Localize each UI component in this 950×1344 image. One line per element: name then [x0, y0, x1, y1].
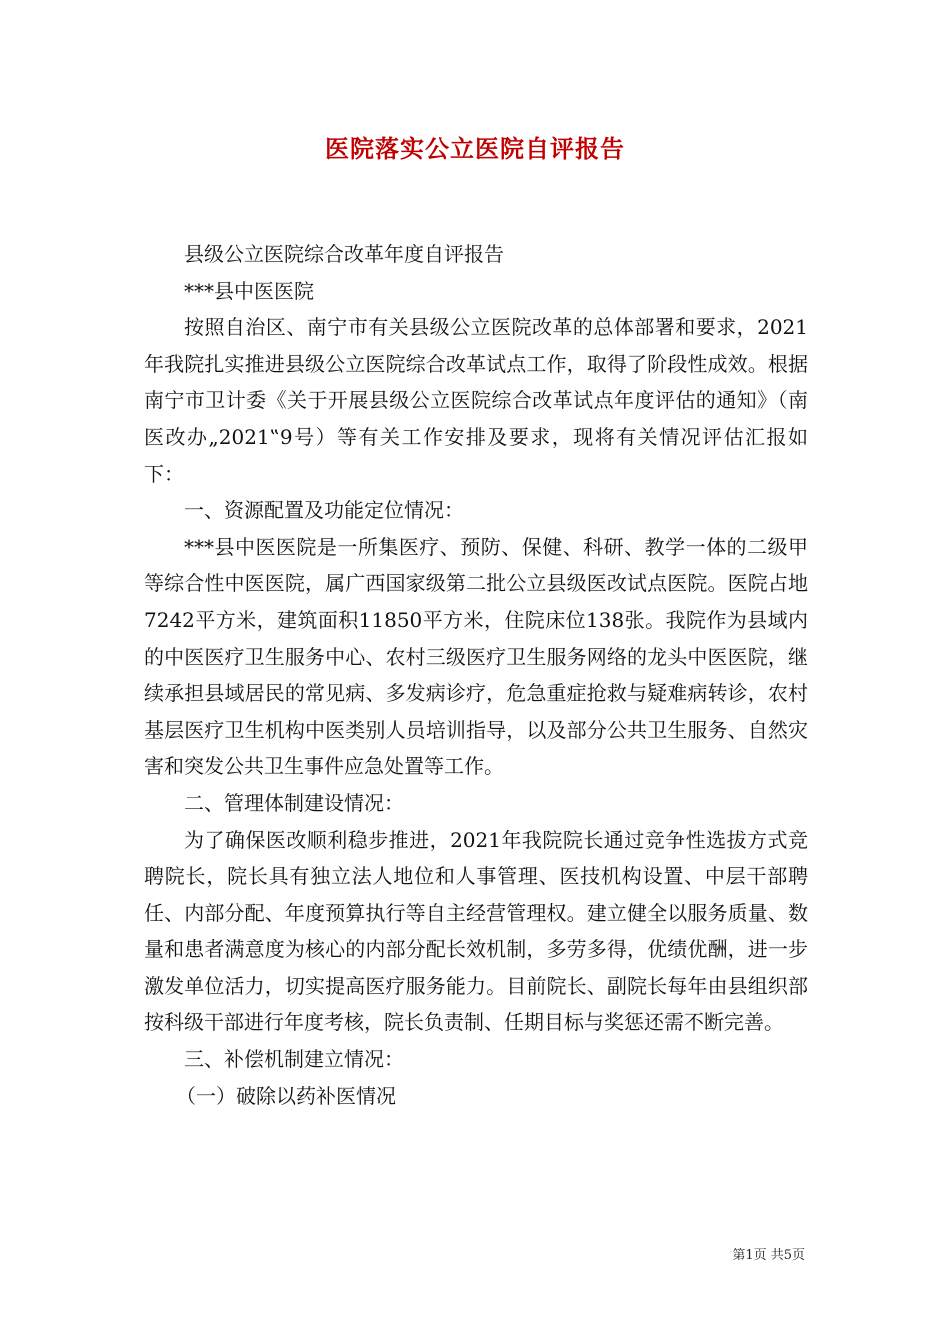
section-heading-2: 二、管理体制建设情况：	[184, 790, 404, 815]
section-2-paragraph: 为了确保医改顺利稳步推进，2021年我院院长通过竞争性选拔方式竞聘院长，院长具有独立法人地位和人事管理、医技机构设置、中层干部聘任、内部分配、年度预算执行等自主经营管理权。建立健全以服务质量、数量和患者满意度为核心的内部分配长效机制，多劳多得，优绩优酬，进一步激发单位活力，切实提高医疗服务能力。目前院长、副院长每年由县组织部按科级干部进行年度考核，院长负责制、任期目标与奖惩还需不断完善。	[144, 827, 808, 1035]
section-heading-1: 一、资源配置及功能定位情况：	[184, 498, 464, 523]
section-1-paragraph: ***县中医医院是一所集医疗、预防、保健、科研、教学一体的二级甲等综合性中医医院，属广西国家级第二批公立县级医改试点医院。医院占地7242平方米，建筑面积11850平方米，住院床位138张。我院作为县域内的中医医疗卫生服务中心、农村三级医疗卫生服务网络的龙头中医医院，继续承担县域居民的常见病、多发病诊疗，危急重症抢救与疑难病转诊，农村基层医疗卫生机构中医类别人员培训指导，以及部分公共卫生服务、自然灾害和突发公共卫生事件应急处置等工作。	[144, 534, 808, 779]
intro-paragraph: 按照自治区、南宁市有关县级公立医院改革的总体部署和要求，2021年我院扎实推进县级公立医院综合改革试点工作，取得了阶段性成效。根据南宁市卫计委《关于开展县级公立医院综合改革试点年度评估的通知》（南医改办„2021‟9号）等有关工作安排及要求，现将有关情况评估汇报如下：	[144, 315, 808, 486]
document-body	[144, 236, 808, 1114]
section-heading-3: 三、补偿机制建立情况：	[184, 1047, 404, 1072]
subsection-heading-3-1: （一）破除以药补医情况	[176, 1083, 396, 1108]
subtitle-paragraph: 县级公立医院综合改革年度自评报告	[184, 242, 504, 266]
hospital-name-paragraph: ***县中医医院	[184, 278, 314, 303]
document-title: 医院落实公立医院自评报告	[325, 134, 625, 163]
page-number: 第1页 共5页	[732, 1248, 805, 1263]
